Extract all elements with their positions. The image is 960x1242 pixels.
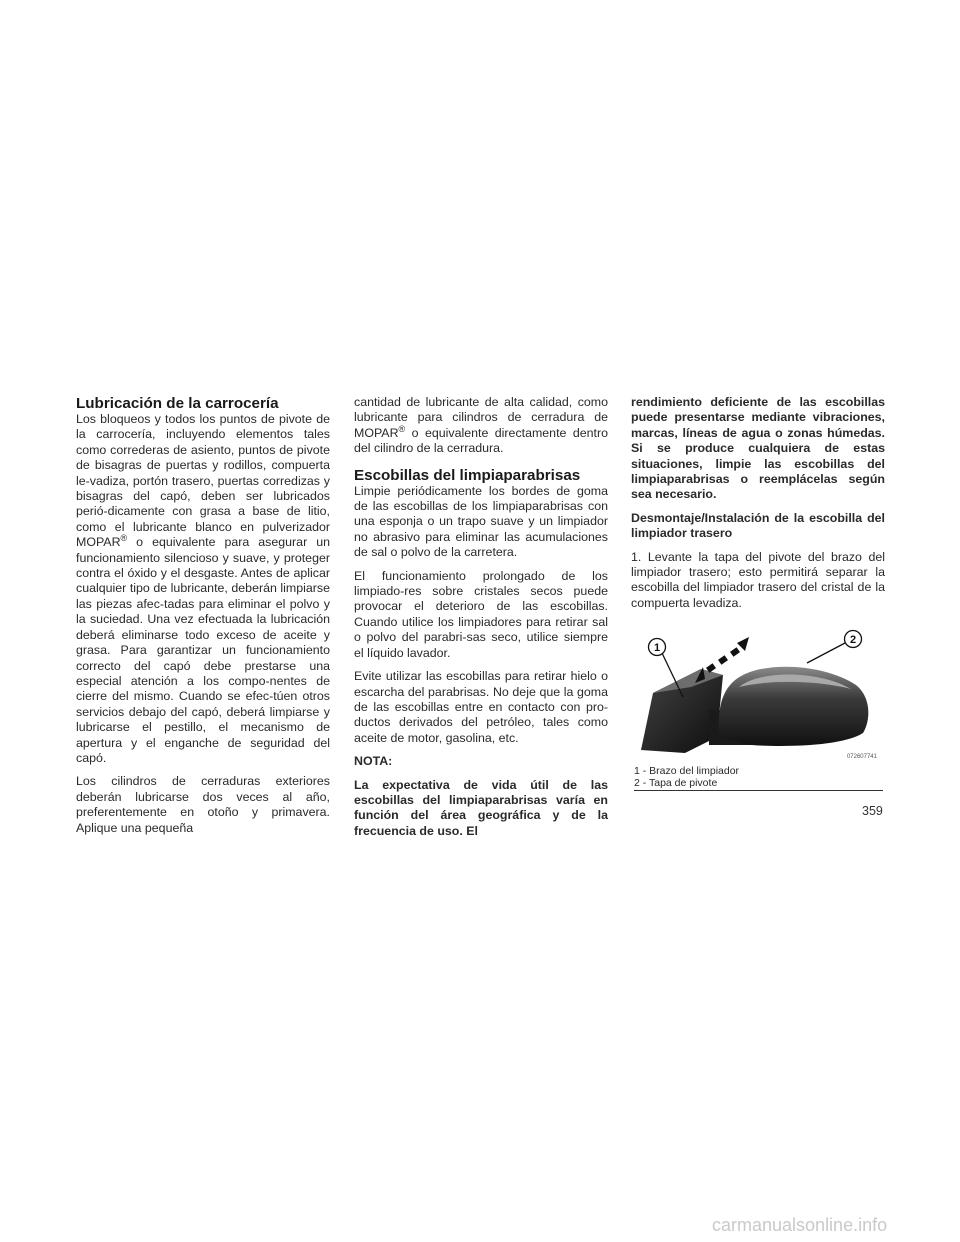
paragraph: El funcionamiento prolongado de los limpiado-res sobre cristales secos puede provocar el deterioro de las escobillas. Cuando utilice los limpiadores para retirar sal o polvo del parabri-sas seco, utilice siempre el líquido lavador.: [354, 568, 608, 660]
wiper-figure: [631, 625, 883, 765]
callout-2-leader: [807, 643, 845, 663]
column-1: [76, 395, 330, 844]
paragraph: Evite utilizar las escobillas para retirar hielo o escarcha del parabrisas. No deje que la goma de las escobillas entre en contacto con pro-ductos derivados del petróleo, tales como aceite de motor, gasolina, etc.: [354, 669, 608, 745]
watermark-text: carmanualsonline.info: [712, 1215, 888, 1235]
wiper-illustration: [631, 625, 883, 765]
paragraph: Los cilindros de cerraduras exteriores deberán lubricarse dos veces al año, preferentemente en otoño y primavera. Aplique una pequeña: [76, 774, 330, 835]
page-number: 359: [862, 804, 883, 818]
note-label: NOTA:: [354, 754, 393, 769]
caption-line-2: 2 - Tapa de pivote: [634, 777, 718, 790]
note-text: La expectativa de vida útil de las escobillas del limpiaparabrisas varía en función del área geográfica y de la frecuencia de uso. El: [354, 777, 608, 838]
callout-2-label: 2: [849, 634, 857, 647]
step-1: 1. Levante la tapa del pivote del brazo del limpiador trasero; esto permitirá separar la escobilla del limpiador trasero del cristal de la compuerta levadiza.: [631, 549, 885, 610]
section-heading-wiper-blades: Escobillas del limpiaparabrisas: [354, 466, 581, 484]
figure-caption: [634, 765, 883, 791]
paragraph: Limpie periódicamente los bordes de goma de las escobillas de los limpiaparabrisas con una esponja o un trapo suave y un limpiador no abrasivo para eliminar las acumulaciones de sal o polvo de la carretera.: [354, 483, 608, 560]
section-heading-body-lubrication: Lubricación de la carrocería: [76, 395, 279, 412]
column-2: [354, 395, 608, 847]
callout-1-label: 1: [653, 642, 661, 655]
subheading-rear-wiper: Desmontaje/Instalación de la escobilla del limpiador trasero: [631, 510, 885, 541]
paragraph: cantidad de lubricante de alta calidad, como lubricante para cilindros de cerradura de MOPAR® o equivalente directamente dentro del cilindro de la cerradura.: [354, 395, 608, 456]
registered-mark: ®: [398, 423, 406, 434]
caption-line-1: 1 - Brazo del limpiador: [634, 765, 740, 778]
column-3: [631, 395, 885, 791]
figure-code: 072607741: [846, 754, 877, 761]
paragraph: Los bloqueos y todos los puntos de pivote de la carrocería, incluyendo elementos tales como correderas de asiento, puntos de pivote de bisagras de puertas y rodillos, compuerta le-vadiza, portón trasero, puertas corredizas y bisagras del capó, deben ser lubricados perió-dicamente con grasa a base de litio, como el lubricante blanco en pulverizador MOPAR® o equivalente para asegurar un funcionamiento silencioso y suave, y proteger contra el óxido y el desgaste. Antes de aplicar cualquier tipo de lubricante, deberán limpiarse las piezas afec-tadas para eliminar el polvo y la suciedad. Una vez efectuada la lubricación deberá eliminarse todo exceso de aceite y grasa. Para garantizar un funcionamiento correcto del capó debe prestarse una especial atención a los compo-nentes de cierre del mismo. Cuando se efec-túen otros servicios debajo del capó, deberá limpiarse y lubricarse el pestillo, el mecanismo de apertura y el enganche de seguridad del capó.: [76, 412, 330, 765]
note-text-continued: rendimiento deficiente de las escobillas puede presentarse mediante vibraciones, marcas, líneas de agua o zonas húmedas. Si se produce cualquiera de estas situaciones, limpie las escobillas del limpiaparabrisas o reemplácelas según sea necesario.: [631, 395, 885, 502]
registered-mark: ®: [120, 533, 128, 544]
